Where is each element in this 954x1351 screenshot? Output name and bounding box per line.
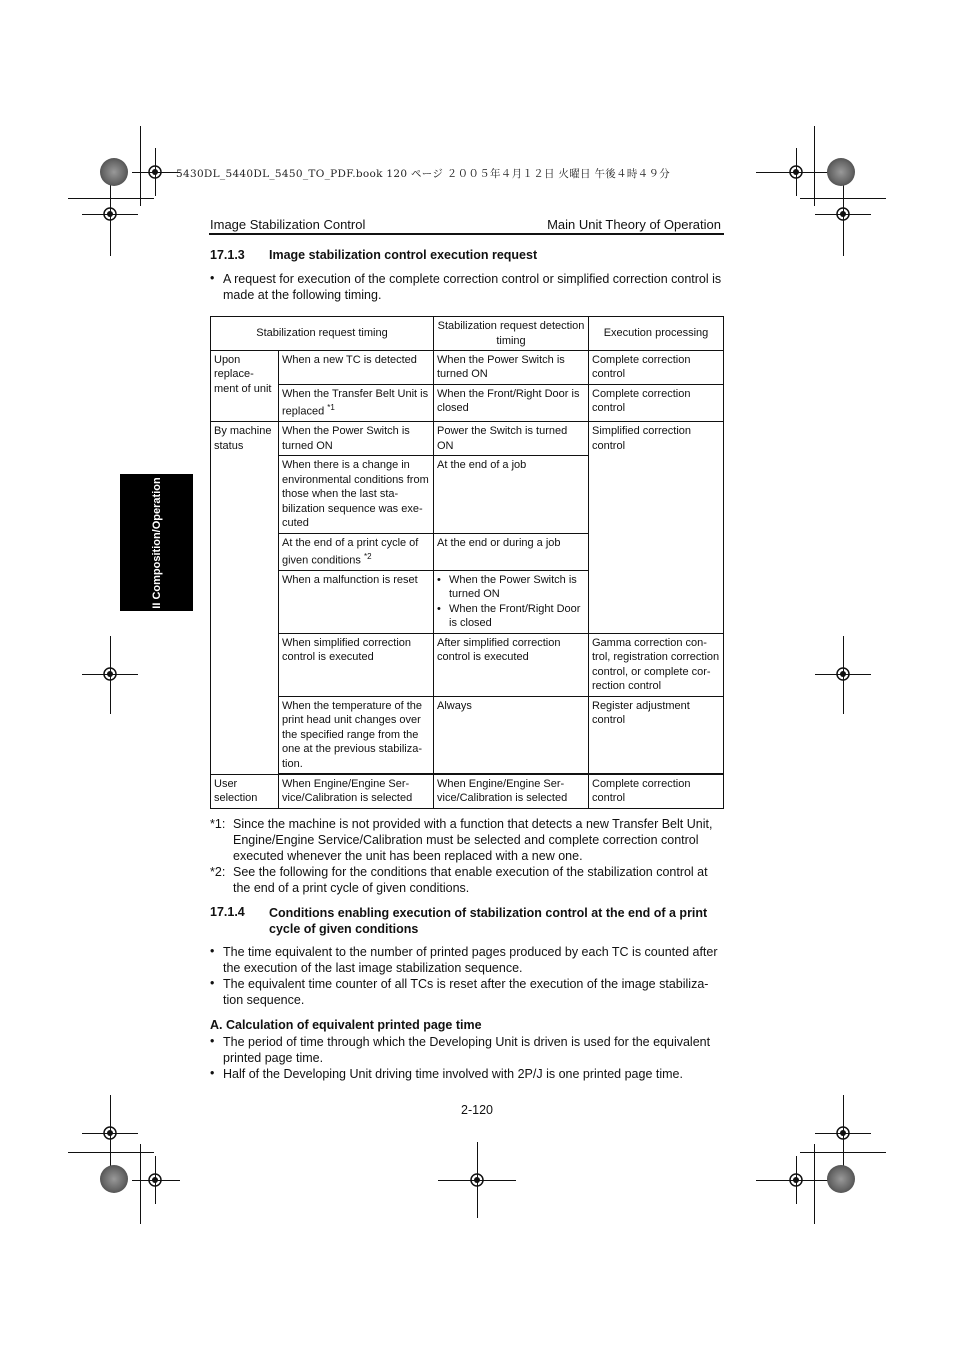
table-header: Stabilization request detection timing [434,317,589,351]
table-row [211,775,724,809]
registration-mark-icon [101,205,119,223]
footnote-ref: *1 [327,403,335,413]
table-header: Execution processing [589,317,724,351]
cell-text: At the end of a print cycle of given conditions [282,536,419,567]
registration-mark-icon [787,163,805,181]
registration-mark-icon [834,1124,852,1142]
color-target-icon [100,158,128,186]
table-cell [279,385,434,422]
registration-mark-icon [101,665,119,683]
table-cell: Power the Switch is turned ON [434,422,589,456]
subsection-title: A. Calculation of equivalent printed page time [210,1018,482,1032]
section-paragraph: The time equivalent to the number of printed pages produced by each TC is counted after the execution of the last image stabilization sequence. [223,945,718,975]
bullet-icon: • [210,944,215,958]
footnote-mark: *1: [210,817,226,831]
footnote-mark: *2: [210,865,226,879]
bullet-icon: • [437,602,441,615]
table-cell: When the Power Switch is turned ON [279,422,434,456]
table-row [211,385,724,422]
footnote-ref: *2 [363,551,372,561]
table-cell: Simplified correction control [589,422,724,634]
bullet-icon: • [210,271,215,285]
section-paragraph: The period of time through which the Developing Unit is driven is used for the equivalent printed page time. [223,1035,711,1065]
table-cell: When a malfunction is reset [279,570,434,633]
bullet-icon: • [210,1066,215,1080]
table-cell [279,533,434,570]
table-cell: When Engine/Engine Ser-vice/Calibration is selected [434,775,589,809]
table-cell: When the Power Switch is turned ON [434,351,589,385]
table-cell: Always [434,696,589,773]
color-target-icon [827,1165,855,1193]
header-right: Main Unit Theory of Operation [547,217,721,232]
table-cell: Gamma correction con-trol, registration correction control, or complete cor-rection control [589,633,724,696]
cell-bullet: When the Front/Right Door is closed [449,602,581,630]
table-cell: User selection [211,775,279,809]
registration-mark-icon [146,163,164,181]
table-cell: After simplified correction control is executed [434,633,589,696]
section-title: Conditions enabling execution of stabilization control at the end of a print cycle of given conditions [269,906,708,936]
table-cell [434,570,589,633]
footnote-text: See the following for the conditions that enable execution of the stabilization control at the end of a print cycle of given conditions. [233,865,708,895]
table-row [211,633,724,696]
registration-mark-icon [787,1171,805,1189]
table-cell: When a new TC is detected [279,351,434,385]
header-left: Image Stabilization Control [210,217,366,232]
table-cell: Complete correction control [589,385,724,422]
footnote-text: Since the machine is not provided with a function that detects a new Transfer Belt Unit, Engine/Engine Service/Calibration must be selected and complete correction control executed whenever the unit has been replaced with a new one. [233,817,713,863]
registration-mark-icon [834,665,852,683]
bullet-icon: • [437,573,441,586]
section-title: Image stabilization control execution request [269,248,538,262]
section-paragraph: A request for execution of the complete correction control or simplified correction control is made at the following timing. [223,272,722,302]
table-header: Stabilization request timing [211,317,434,351]
table-row [211,696,724,773]
section-number: 17.1.3 [210,248,245,262]
registration-mark-icon [101,1124,119,1142]
table-row [211,351,724,385]
table-cell: By machine status [211,422,279,775]
table-cell: Register adjustment control [589,696,724,773]
bullet-icon: • [210,976,215,990]
table-cell: When Engine/Engine Ser-vice/Calibration is selected [279,775,434,809]
cell-text: When the Transfer Belt Unit is replaced [282,388,429,419]
table-cell: At the end or during a job [434,533,589,570]
table-cell: When there is a change in environmental conditions from those when the last sta-bilization sequence was exe-cuted [279,456,434,533]
header-rule [209,233,724,235]
chapter-side-tab-label: II Composition/Operation [150,476,163,609]
table-cell: When simplified correction control is executed [279,633,434,696]
page-number: 2-120 [461,1103,493,1117]
cell-bullet: When the Power Switch is turned ON [449,573,577,601]
table-cell: Complete correction control [589,351,724,385]
table-cell: When the temperature of the print head unit changes over the specified range from the one at the previous stabiliza-tion. [279,696,434,773]
table-cell: Upon replace-ment of unit [211,351,279,422]
book-info-line: 5430DL_5440DL_5450_TO_PDF.book 120 ページ ２００５年４月１２日 火曜日 午後４時４９分 [176,168,671,180]
chapter-side-tab [120,474,193,611]
color-target-icon [100,1165,128,1193]
section-paragraph: Half of the Developing Unit driving time involved with 2P/J is one printed page time. [223,1067,683,1081]
color-target-icon [827,158,855,186]
registration-mark-icon [834,205,852,223]
section-paragraph: The equivalent time counter of all TCs is reset after the execution of the image stabiliza-tion sequence. [223,977,709,1007]
bullet-icon: • [210,1034,215,1048]
table-row [211,422,724,456]
registration-mark-icon [468,1171,486,1189]
table-cell: When the Front/Right Door is closed [434,385,589,422]
stabilization-request-table [210,316,724,809]
section-number: 17.1.4 [210,905,245,919]
table-cell: At the end of a job [434,456,589,533]
registration-mark-icon [146,1171,164,1189]
table-cell: Complete correction control [589,775,724,809]
